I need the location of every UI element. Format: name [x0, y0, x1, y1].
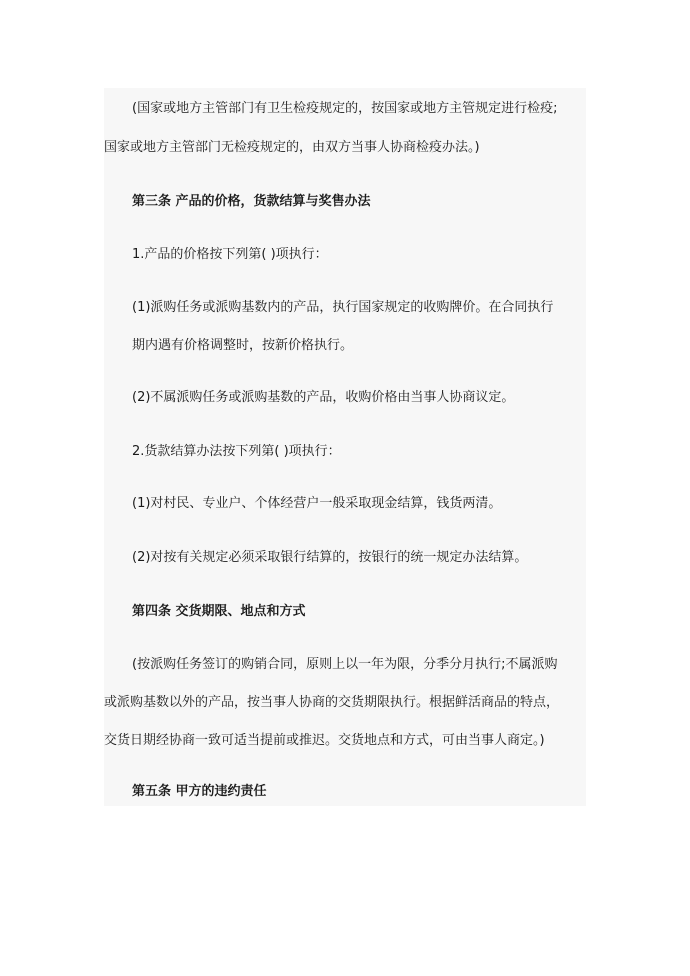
section-heading-article-5: 第五条 甲方的违约责任 [132, 784, 267, 799]
section-heading-article-4: 第四条 交货期限、地点和方式 [132, 604, 306, 619]
section-heading-article-3: 第三条 产品的价格，货款结算与奖售办法 [132, 194, 371, 209]
paragraph-line: (按派购任务签订的购销合同，原则上以一年为限，分季分月执行;不属派购 [132, 657, 558, 672]
paragraph-line: 2.货款结算办法按下列第( )项执行： [132, 444, 341, 459]
paragraph-line: (1)对村民、专业户、个体经营户一般采取现金结算，钱货两清。 [132, 496, 502, 511]
paragraph-line: (1)派购任务或派购基数内的产品，执行国家规定的收购牌价。在合同执行 [132, 300, 554, 315]
paragraph-line: (2)不属派购任务或派购基数的产品，收购价格由当事人协商议定。 [132, 390, 515, 405]
paragraph-line: (2)对按有关规定必须采取银行结算的，按银行的统一规定办法结算。 [132, 550, 528, 565]
paragraph-line: (国家或地方主管部门有卫生检疫规定的，按国家或地方主管规定进行检疫; [132, 101, 558, 116]
paragraph-line: 1.产品的价格按下列第( )项执行： [132, 247, 328, 262]
paragraph-line: 或派购基数以外的产品，按当事人协商的交货期限执行。根据鲜活商品的特点， [104, 695, 560, 710]
paragraph-line: 交货日期经协商一致可适当提前或推迟。交货地点和方式，可由当事人商定。) [104, 733, 545, 748]
paragraph-line: 期内遇有价格调整时，按新价格执行。 [132, 338, 354, 353]
paragraph-line: 国家或地方主管部门无检疫规定的，由双方当事人协商检疫办法。) [104, 140, 480, 155]
